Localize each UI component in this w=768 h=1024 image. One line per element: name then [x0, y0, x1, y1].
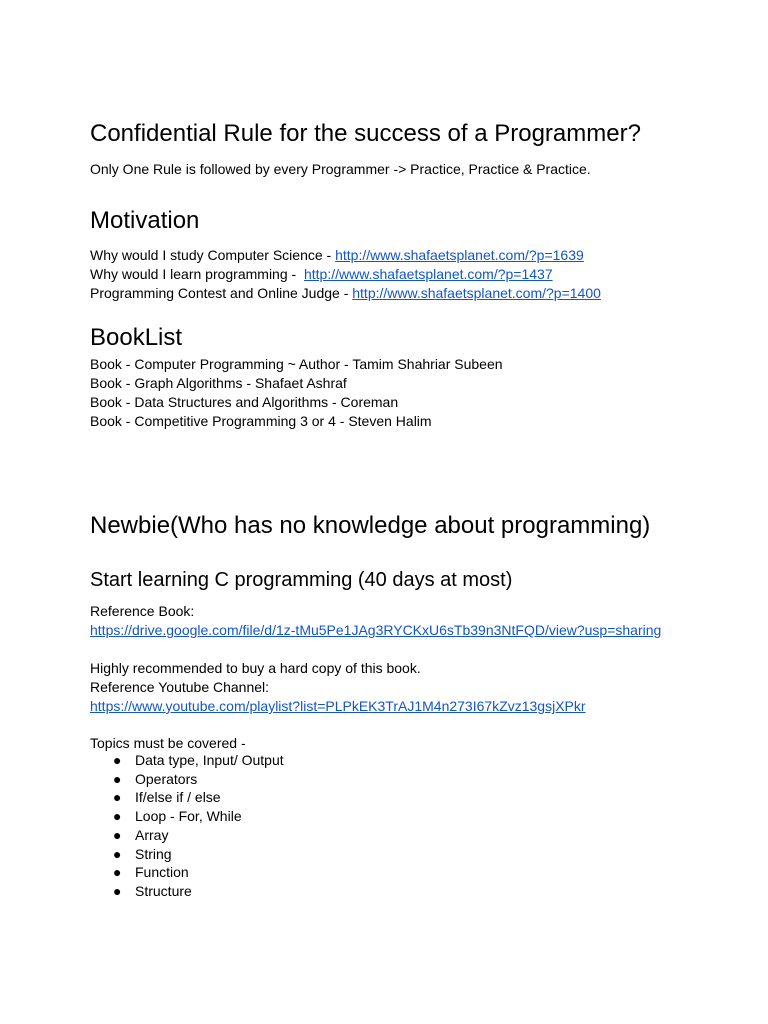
youtube-label: Reference Youtube Channel: — [90, 679, 270, 695]
topics-label: Topics must be covered - — [90, 735, 246, 751]
topic-label: Operators — [135, 770, 198, 787]
motivation-heading: Motivation — [90, 207, 200, 234]
bullet-icon: ● — [113, 770, 122, 787]
book-item: Book - Data Structures and Algorithms - Coreman — [90, 394, 399, 410]
topic-label: If/else if / else — [135, 789, 221, 806]
bullet-icon: ● — [113, 845, 122, 862]
reference-book-line — [90, 621, 661, 640]
topic-label: String — [135, 845, 172, 862]
motivation-item — [90, 246, 584, 265]
list-item — [90, 751, 284, 770]
youtube-link[interactable]: https://www.youtube.com/playlist?list=PLPkEK3TrAJ1M4n273I67kZvz13gsjXPkr — [90, 698, 586, 714]
motivation-item-label: Why would I learn programming - — [90, 266, 304, 282]
hard-copy-note: Highly recommended to buy a hard copy of this book. — [90, 660, 421, 676]
motivation-item-link[interactable]: http://www.shafaetsplanet.com/?p=1639 — [335, 247, 584, 263]
booklist-heading: BookList — [90, 324, 183, 351]
book-item: Book - Graph Algorithms - Shafaet Ashraf — [90, 375, 347, 391]
motivation-item-label: Programming Contest and Online Judge - — [90, 285, 353, 301]
book-item: Book - Computer Programming ~ Author - Tamim Shahriar Subeen — [90, 356, 503, 372]
bullet-icon: ● — [113, 789, 122, 806]
newbie-subheading: Start learning C programming (40 days at most) — [90, 569, 513, 591]
newbie-heading: Newbie(Who has no knowledge about programming) — [90, 512, 651, 539]
motivation-item — [90, 284, 601, 303]
reference-book-label: Reference Book: — [90, 603, 195, 619]
rule-heading: Confidential Rule for the success of a Programmer? — [90, 120, 641, 147]
motivation-item-link[interactable]: http://www.shafaetsplanet.com/?p=1400 — [352, 285, 601, 301]
bullet-icon: ● — [113, 808, 122, 825]
bullet-icon: ● — [113, 752, 122, 768]
list-item — [90, 807, 284, 826]
youtube-line — [90, 697, 586, 716]
list-item — [90, 770, 284, 789]
list-item — [90, 788, 284, 807]
topic-label: Array — [135, 826, 169, 843]
reference-book-link[interactable]: https://drive.google.com/file/d/1z-tMu5Pe1JAg3RYCKxU6sTb39n3NtFQD/view?usp=sharing — [90, 622, 662, 638]
book-item: Book - Competitive Programming 3 or 4 - Steven Halim — [90, 413, 432, 429]
topic-label: Function — [135, 864, 189, 881]
topic-label: Loop - For, While — [135, 808, 242, 825]
topic-label: Data type, Input/ Output — [135, 752, 284, 768]
list-item — [90, 826, 284, 845]
motivation-item — [90, 265, 553, 284]
motivation-item-link[interactable]: http://www.shafaetsplanet.com/?p=1437 — [303, 266, 553, 282]
topic-label: Structure — [135, 882, 192, 899]
list-item — [90, 863, 284, 882]
motivation-item-label: Why would I study Computer Science - — [90, 247, 336, 263]
bullet-icon: ● — [113, 882, 122, 899]
rule-text: Only One Rule is followed by every Programmer -> Practice, Practice & Practice. — [90, 161, 591, 177]
bullet-icon: ● — [113, 826, 122, 843]
list-item — [90, 845, 284, 864]
bullet-icon: ● — [113, 864, 122, 881]
topics-list — [90, 751, 284, 901]
list-item — [90, 882, 284, 901]
